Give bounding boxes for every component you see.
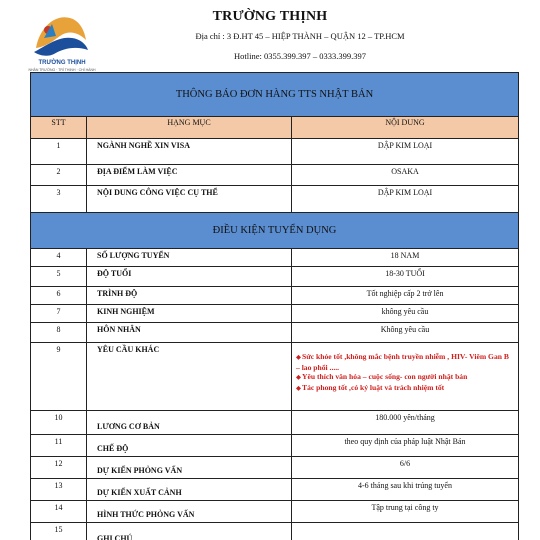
header-stt: STT bbox=[31, 117, 87, 139]
section-title-row bbox=[31, 213, 519, 249]
table-row bbox=[31, 411, 519, 435]
row-item: GHI CHÚ bbox=[87, 523, 292, 540]
table-row bbox=[31, 435, 519, 457]
row-stt: 3 bbox=[31, 186, 87, 213]
row-value: Tập trung tại công ty bbox=[292, 501, 519, 523]
list-item: ◆Sức khỏe tốt ,không mắc bệnh truyền nhiễm , HIV- Viêm Gan B – lao phổi ..... bbox=[296, 352, 509, 372]
company-address: Địa chỉ : 3 Đ.HT 45 – HIỆP THÀNH – QUẬN 12 – TP.HCM bbox=[195, 31, 405, 41]
row-item: HÔN NHÂN bbox=[87, 323, 292, 343]
row-stt: 9 bbox=[31, 343, 87, 411]
row-item: YÊU CẦU KHÁC bbox=[87, 343, 292, 411]
table-row bbox=[31, 249, 519, 267]
row-stt: 8 bbox=[31, 323, 87, 343]
diamond-bullet-icon: ◆ bbox=[296, 374, 301, 381]
table-title: THÔNG BÁO ĐƠN HÀNG TTS NHẬT BẢN bbox=[31, 73, 519, 117]
table-row-requirements bbox=[31, 343, 519, 411]
table-row bbox=[31, 305, 519, 323]
table-row bbox=[31, 523, 519, 540]
table-row bbox=[31, 186, 519, 213]
row-stt: 14 bbox=[31, 501, 87, 523]
row-stt: 6 bbox=[31, 287, 87, 305]
row-stt: 4 bbox=[31, 249, 87, 267]
table-row bbox=[31, 501, 519, 523]
row-value: không yêu cầu bbox=[292, 305, 519, 323]
header-item: HẠNG MỤC bbox=[87, 117, 292, 139]
table-row bbox=[31, 287, 519, 305]
row-stt: 12 bbox=[31, 457, 87, 479]
logo-wordmark: TRƯỜNG THỊNH NHÂN TRƯỜNG · TRÍ THỊNH · CHÍ HÀNH bbox=[28, 60, 96, 72]
row-value bbox=[292, 523, 519, 540]
row-stt: 2 bbox=[31, 165, 87, 186]
row-item: LƯƠNG CƠ BẢN bbox=[87, 411, 292, 435]
row-value: OSAKA bbox=[292, 165, 519, 186]
requirements-list bbox=[296, 352, 514, 393]
section-title: ĐIỀU KIỆN TUYỂN DỤNG bbox=[31, 213, 519, 249]
row-item: DỰ KIẾN PHỎNG VẤN bbox=[87, 457, 292, 479]
company-hotline: Hotline: 0355.399.397 – 0333.399.397 bbox=[234, 51, 366, 61]
table-row bbox=[31, 165, 519, 186]
table-row bbox=[31, 139, 519, 165]
job-order-table bbox=[30, 72, 519, 540]
row-item: TRÌNH ĐỘ bbox=[87, 287, 292, 305]
table-row bbox=[31, 457, 519, 479]
row-item: NỘI DUNG CÔNG VIỆC CỤ THỂ bbox=[87, 186, 292, 213]
row-item: CHẾ ĐỘ bbox=[87, 435, 292, 457]
row-item: ĐỘ TUỔI bbox=[87, 267, 292, 287]
table-row bbox=[31, 323, 519, 343]
row-value: Không yêu cầu bbox=[292, 323, 519, 343]
row-stt: 13 bbox=[31, 479, 87, 501]
company-name: TRƯỜNG THỊNH bbox=[212, 9, 328, 24]
requirements-cell bbox=[292, 343, 519, 411]
row-item: KINH NGHIỆM bbox=[87, 305, 292, 323]
table-row bbox=[31, 267, 519, 287]
row-value: DẬP KIM LOẠI bbox=[292, 186, 519, 213]
row-value: theo quy định của pháp luật Nhật Bản bbox=[292, 435, 519, 457]
list-item: ◆Tác phong tốt ,có kỷ luật và trách nhiệm tốt bbox=[296, 382, 445, 392]
row-stt: 11 bbox=[31, 435, 87, 457]
table-row bbox=[31, 479, 519, 501]
column-header-row bbox=[31, 117, 519, 139]
row-stt: 10 bbox=[31, 411, 87, 435]
row-stt: 5 bbox=[31, 267, 87, 287]
table-title-row bbox=[31, 73, 519, 117]
row-value: 180.000 yên/tháng bbox=[292, 411, 519, 435]
row-value: Tốt nghiệp cấp 2 trở lên bbox=[292, 287, 519, 305]
row-value: 18 NAM bbox=[292, 249, 519, 267]
row-value: 18-30 TUỔI bbox=[292, 267, 519, 287]
row-value: 4-6 tháng sau khi trúng tuyển bbox=[292, 479, 519, 501]
row-item: DỰ KIẾN XUẤT CẢNH bbox=[87, 479, 292, 501]
row-item: ĐỊA ĐIỂM LÀM VIỆC bbox=[87, 165, 292, 186]
row-stt: 15 bbox=[31, 523, 87, 540]
row-stt: 1 bbox=[31, 139, 87, 165]
row-item: SỐ LƯỢNG TUYỂN bbox=[87, 249, 292, 267]
list-item: ◆Yêu thích văn hóa – cuộc sống- con người nhật bản bbox=[296, 372, 468, 381]
diamond-bullet-icon: ◆ bbox=[296, 384, 301, 392]
row-item: NGÀNH NGHỀ XIN VISA bbox=[87, 139, 292, 165]
row-value: 6/6 bbox=[292, 457, 519, 479]
row-item: HÌNH THỨC PHỎNG VẤN bbox=[87, 501, 292, 523]
row-value: DẬP KIM LOẠI bbox=[292, 139, 519, 165]
row-stt: 7 bbox=[31, 305, 87, 323]
header-content: NỘI DUNG bbox=[292, 117, 519, 139]
diamond-bullet-icon: ◆ bbox=[296, 354, 301, 361]
